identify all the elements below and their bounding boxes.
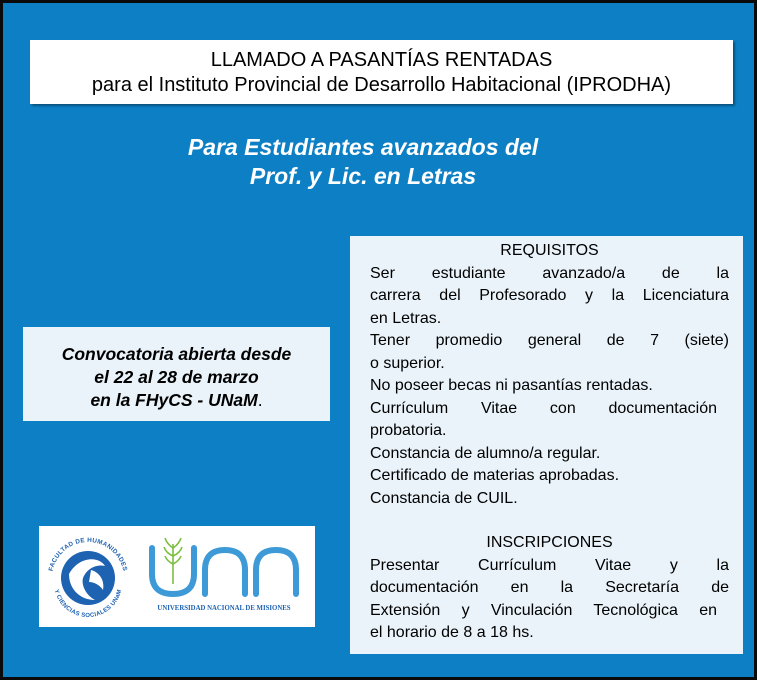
- subtitle: [63, 133, 663, 191]
- unam-caption: UNIVERSIDAD NACIONAL DE MISIONES: [157, 605, 291, 612]
- title-line-1: LLAMADO A PASANTÍAS RENTADAS: [210, 49, 553, 71]
- subtitle-line-2: Prof. y Lic. en Letras: [249, 163, 477, 189]
- fhycs-ring-top-text: FACULTAD DE HUMANIDADES: [47, 536, 129, 572]
- requisito-line: Currículum Vitae con documentación: [370, 399, 717, 417]
- convocatoria-box: [23, 327, 330, 421]
- fhycs-logo: [48, 537, 129, 619]
- inscripciones-heading: INSCRIPCIONES: [486, 534, 613, 551]
- requisito-line: Tener promedio general de 7 (siete): [370, 332, 729, 349]
- inscripcion-line: Extensión y Vinculación Tecnológica en: [370, 601, 717, 619]
- subtitle-line-1: Para Estudiantes avanzados del: [187, 134, 539, 160]
- convocatoria-line-2: el 22 al 28 de marzo: [94, 367, 259, 387]
- inscripcion-line: Presentar Currículum Vitae y la: [370, 556, 729, 574]
- unam-sprout-icon: [164, 538, 182, 584]
- requisitos-heading: REQUISITOS: [500, 242, 599, 259]
- section-gap: [370, 510, 729, 532]
- requisito-line: Constancia de CUIL.: [370, 489, 518, 507]
- requisito-line: probatoria.: [370, 422, 447, 439]
- title-line-2: para el Instituto Provincial de Desarrollo Habitacional (IPRODHA): [91, 74, 672, 96]
- requisito-line: Constancia de alumno/a regular.: [370, 444, 601, 462]
- unam-letter-m: [256, 550, 296, 594]
- convocatoria-place: en la FHyCS - UNaM: [90, 390, 258, 410]
- inscripcion-line: el horario de 8 a 18 hs.: [370, 624, 534, 641]
- logos-box: [39, 526, 315, 627]
- unam-letter-n: [205, 550, 245, 594]
- requisitos-box: [350, 236, 743, 654]
- requisito-line: carrera del Profesorado y la Licenciatura: [370, 287, 729, 304]
- requisito-line: No poseer becas ni pasantías rentadas.: [370, 377, 653, 394]
- convocatoria-line-1: Convocatoria abierta desde: [61, 344, 292, 364]
- requisito-line: en Letras.: [370, 309, 442, 327]
- requisito-line: o superior.: [370, 354, 445, 372]
- convocatoria-line-3: [23, 389, 330, 412]
- requisito-line: Certificado de materias aprobadas.: [370, 467, 620, 484]
- fhycs-ring-bottom-text: Y CIENCIAS SOCIALES UNaM: [52, 588, 124, 620]
- requisito-line: Ser estudiante avanzado/a de la: [370, 264, 729, 282]
- title-box: [30, 40, 733, 104]
- inscripcion-line: documentación en la Secretaría de: [370, 579, 729, 596]
- convocatoria-period: .: [257, 390, 263, 410]
- unam-logo: [152, 538, 296, 612]
- logos-svg: [39, 526, 315, 627]
